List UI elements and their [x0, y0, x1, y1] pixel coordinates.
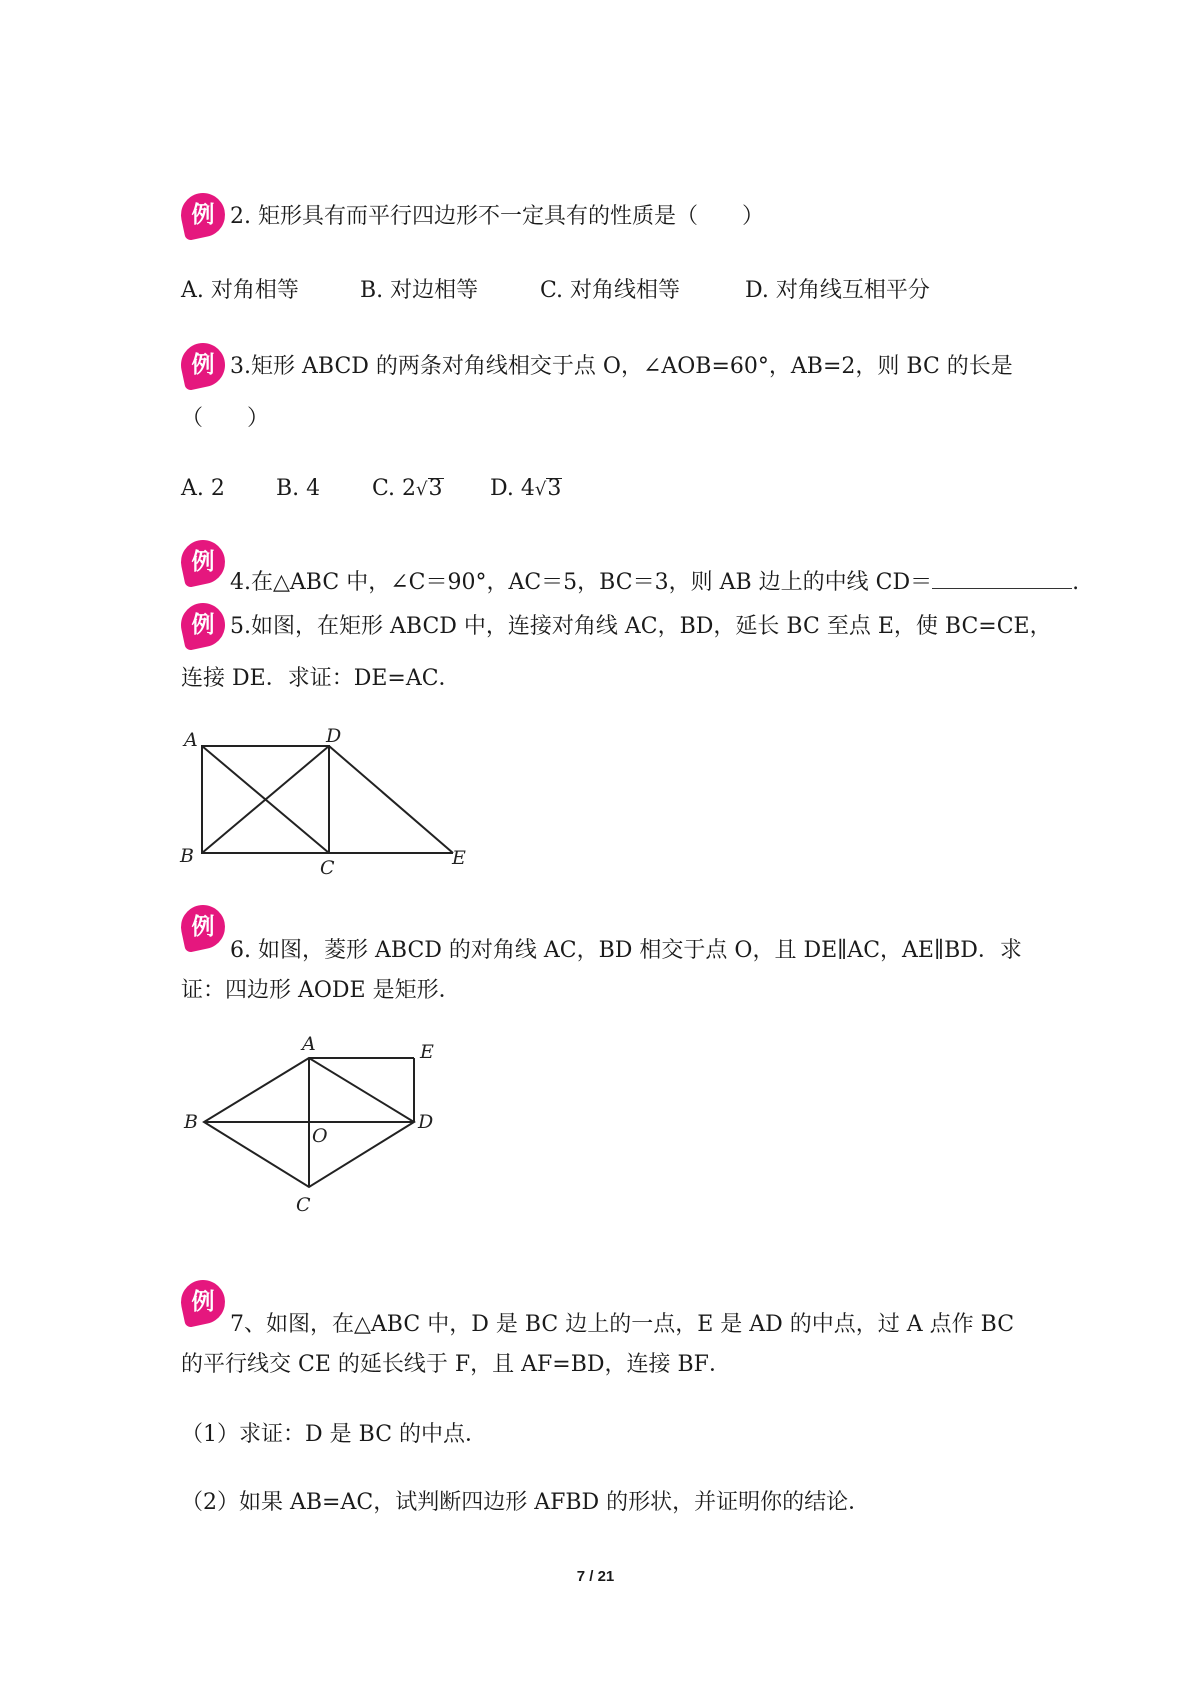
q6-figure — [170, 1030, 450, 1220]
q3-option-c-coef: 2 — [402, 476, 417, 501]
example-badge-6 — [177, 901, 229, 953]
q3-option-c — [372, 474, 444, 505]
example-badge-5 — [177, 599, 229, 651]
example-badge-7 — [177, 1276, 229, 1328]
q6-label-c: C — [296, 1194, 311, 1216]
q5-figure — [170, 720, 480, 880]
example-badge-4 — [177, 536, 229, 588]
example-badge-text: 例 — [191, 612, 215, 638]
q2-option-a: A. 对角相等 — [181, 278, 299, 303]
q5-label-e: E — [452, 847, 466, 869]
q5-line2: 连接 DE．求证：DE=AC． — [181, 666, 461, 691]
sqrt-icon: √ — [534, 479, 547, 500]
example-badge-text: 例 — [191, 1289, 215, 1315]
q3-option-d-radicand: 3 — [547, 476, 562, 501]
q2-option-d: D. 对角线互相平分 — [745, 278, 930, 303]
q6-label-e: E — [420, 1041, 434, 1063]
q4-stem — [230, 566, 1079, 598]
example-badge-text: 例 — [191, 202, 215, 228]
q4-end: . — [1072, 570, 1080, 595]
q6-label-o: O — [312, 1125, 328, 1147]
example-badge-text: 例 — [191, 914, 215, 940]
q5-label-d: D — [326, 725, 342, 747]
q3-stem-line1: 3.矩形 ABCD 的两条对角线相交于点 O，∠AOB=60°，AB=2，则 BC 的长是 — [230, 354, 1013, 379]
q4-answer-blank[interactable] — [932, 566, 1072, 589]
q6-line2: 证：四边形 AODE 是矩形． — [181, 978, 461, 1003]
q3-option-a — [181, 474, 225, 504]
q7-line2: 的平行线交 CE 的延长线于 F，且 AF=BD，连接 BF． — [181, 1352, 731, 1377]
q6-label-d: D — [418, 1111, 434, 1133]
example-badge-2 — [177, 189, 229, 241]
q2-stem: 2. 矩形具有而平行四边形不一定具有的性质是（ ） — [230, 204, 764, 229]
q7-line1: 7、如图，在△ABC 中，D 是 BC 边上的一点，E 是 AD 的中点，过 A 点作 BC — [230, 1312, 1015, 1337]
example-badge-text: 例 — [191, 549, 215, 575]
q4-stem-text: 4.在△ABC 中，∠C＝90°，AC＝5，BC＝3，则 AB 边上的中线 CD＝ — [230, 570, 933, 595]
q5-label-a: A — [184, 729, 198, 751]
q3-stem-line2: （ ） — [181, 406, 270, 431]
q3-option-b-label: B. 4 — [276, 476, 321, 501]
q3-option-d-coef: 4 — [520, 476, 535, 501]
q3-option-c-radicand: 3 — [428, 476, 443, 501]
q3-option-d — [490, 474, 562, 505]
q5-label-b: B — [180, 845, 194, 867]
q6-label-a: A — [302, 1033, 316, 1055]
q3-option-d-label: D. — [490, 476, 521, 501]
q3-option-c-label: C. — [372, 476, 403, 501]
q6-line1: 6. 如图，菱形 ABCD 的对角线 AC，BD 相交于点 O，且 DE∥AC，AE∥BD．求 — [230, 938, 1022, 963]
q5-line1: 5.如图，在矩形 ABCD 中，连接对角线 AC，BD，延长 BC 至点 E，使 BC=CE， — [230, 614, 1052, 639]
example-badge-3 — [177, 339, 229, 391]
page-number: 7 / 21 — [576, 1568, 615, 1585]
q2-option-c: C. 对角线相等 — [540, 278, 681, 303]
sqrt-icon: √ — [416, 479, 428, 500]
q3-option-a-label: A. 2 — [181, 476, 225, 501]
q5-label-c: C — [320, 857, 335, 879]
q6-label-b: B — [184, 1111, 198, 1133]
q3-option-b — [276, 474, 320, 504]
example-badge-text: 例 — [191, 352, 215, 378]
q5-segment-de — [329, 746, 453, 853]
q7-part1: （1）求证：D 是 BC 的中点． — [181, 1422, 488, 1447]
q2-option-b: B. 对边相等 — [360, 278, 479, 303]
q7-part2: （2）如果 AB=AC，试判断四边形 AFBD 的形状，并证明你的结论． — [181, 1490, 871, 1515]
